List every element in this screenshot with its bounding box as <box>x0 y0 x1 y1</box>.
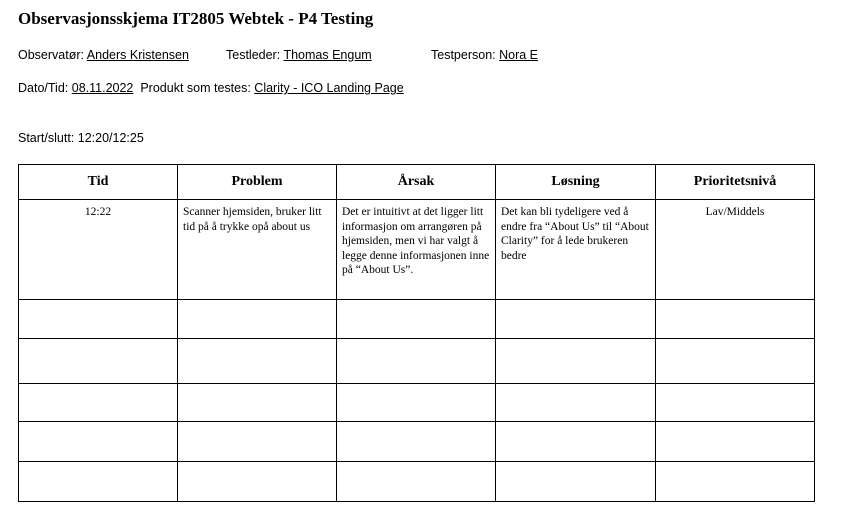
table-row-empty <box>19 300 815 339</box>
observation-table <box>18 164 815 502</box>
table-row-empty <box>19 462 815 502</box>
cell-arsak: Det er intuitivt at det ligger litt informasjon om arrangøren på hjemsiden, men vi har valgt å legge denne informasjonen inne på “About Us”. <box>342 206 490 276</box>
testleader-value: Thomas Engum <box>283 48 372 62</box>
header-losning: Løsning <box>496 165 656 200</box>
testleader-label: Testleder: <box>226 48 281 62</box>
testleader-line <box>226 48 372 62</box>
page-title: Observasjonsskjema IT2805 Webtek - P4 Testing <box>18 9 374 28</box>
testperson-value: Nora E <box>499 48 539 62</box>
testperson-label: Testperson: <box>431 48 496 62</box>
observer-label: Observatør: <box>18 48 84 62</box>
observer-line <box>18 48 189 62</box>
cell-tid: 12:22 <box>84 206 112 218</box>
header-tid: Tid <box>19 165 178 200</box>
date-product-line <box>18 81 404 95</box>
start-end-time: Start/slutt: 12:20/12:25 <box>18 131 144 145</box>
cell-prioritet: Lav/Middels <box>705 206 765 218</box>
testperson-line <box>431 48 538 62</box>
header-problem: Problem <box>178 165 337 200</box>
date-value: 08.11.2022 <box>71 81 134 95</box>
table-row-empty <box>19 384 815 422</box>
table-row-empty <box>19 339 815 384</box>
cell-losning: Det kan bli tydeligere ved å endre fra “About Us” til “About Clarity” for å lede brukeren bedre <box>501 206 649 262</box>
observer-value: Anders Kristensen <box>86 48 189 62</box>
cell-problem: Scanner hjemsiden, bruker litt tid på å trykke opå about us <box>183 206 322 233</box>
table-row <box>19 200 815 300</box>
table-row-empty <box>19 422 815 462</box>
product-value: Clarity - ICO Landing Page <box>254 81 404 95</box>
date-label: Dato/Tid: <box>18 81 69 95</box>
product-label: Produkt som testes: <box>140 81 251 95</box>
table-header-row <box>19 165 815 200</box>
header-arsak: Årsak <box>337 165 496 200</box>
header-prioritet: Prioritetsnivå <box>656 165 815 200</box>
